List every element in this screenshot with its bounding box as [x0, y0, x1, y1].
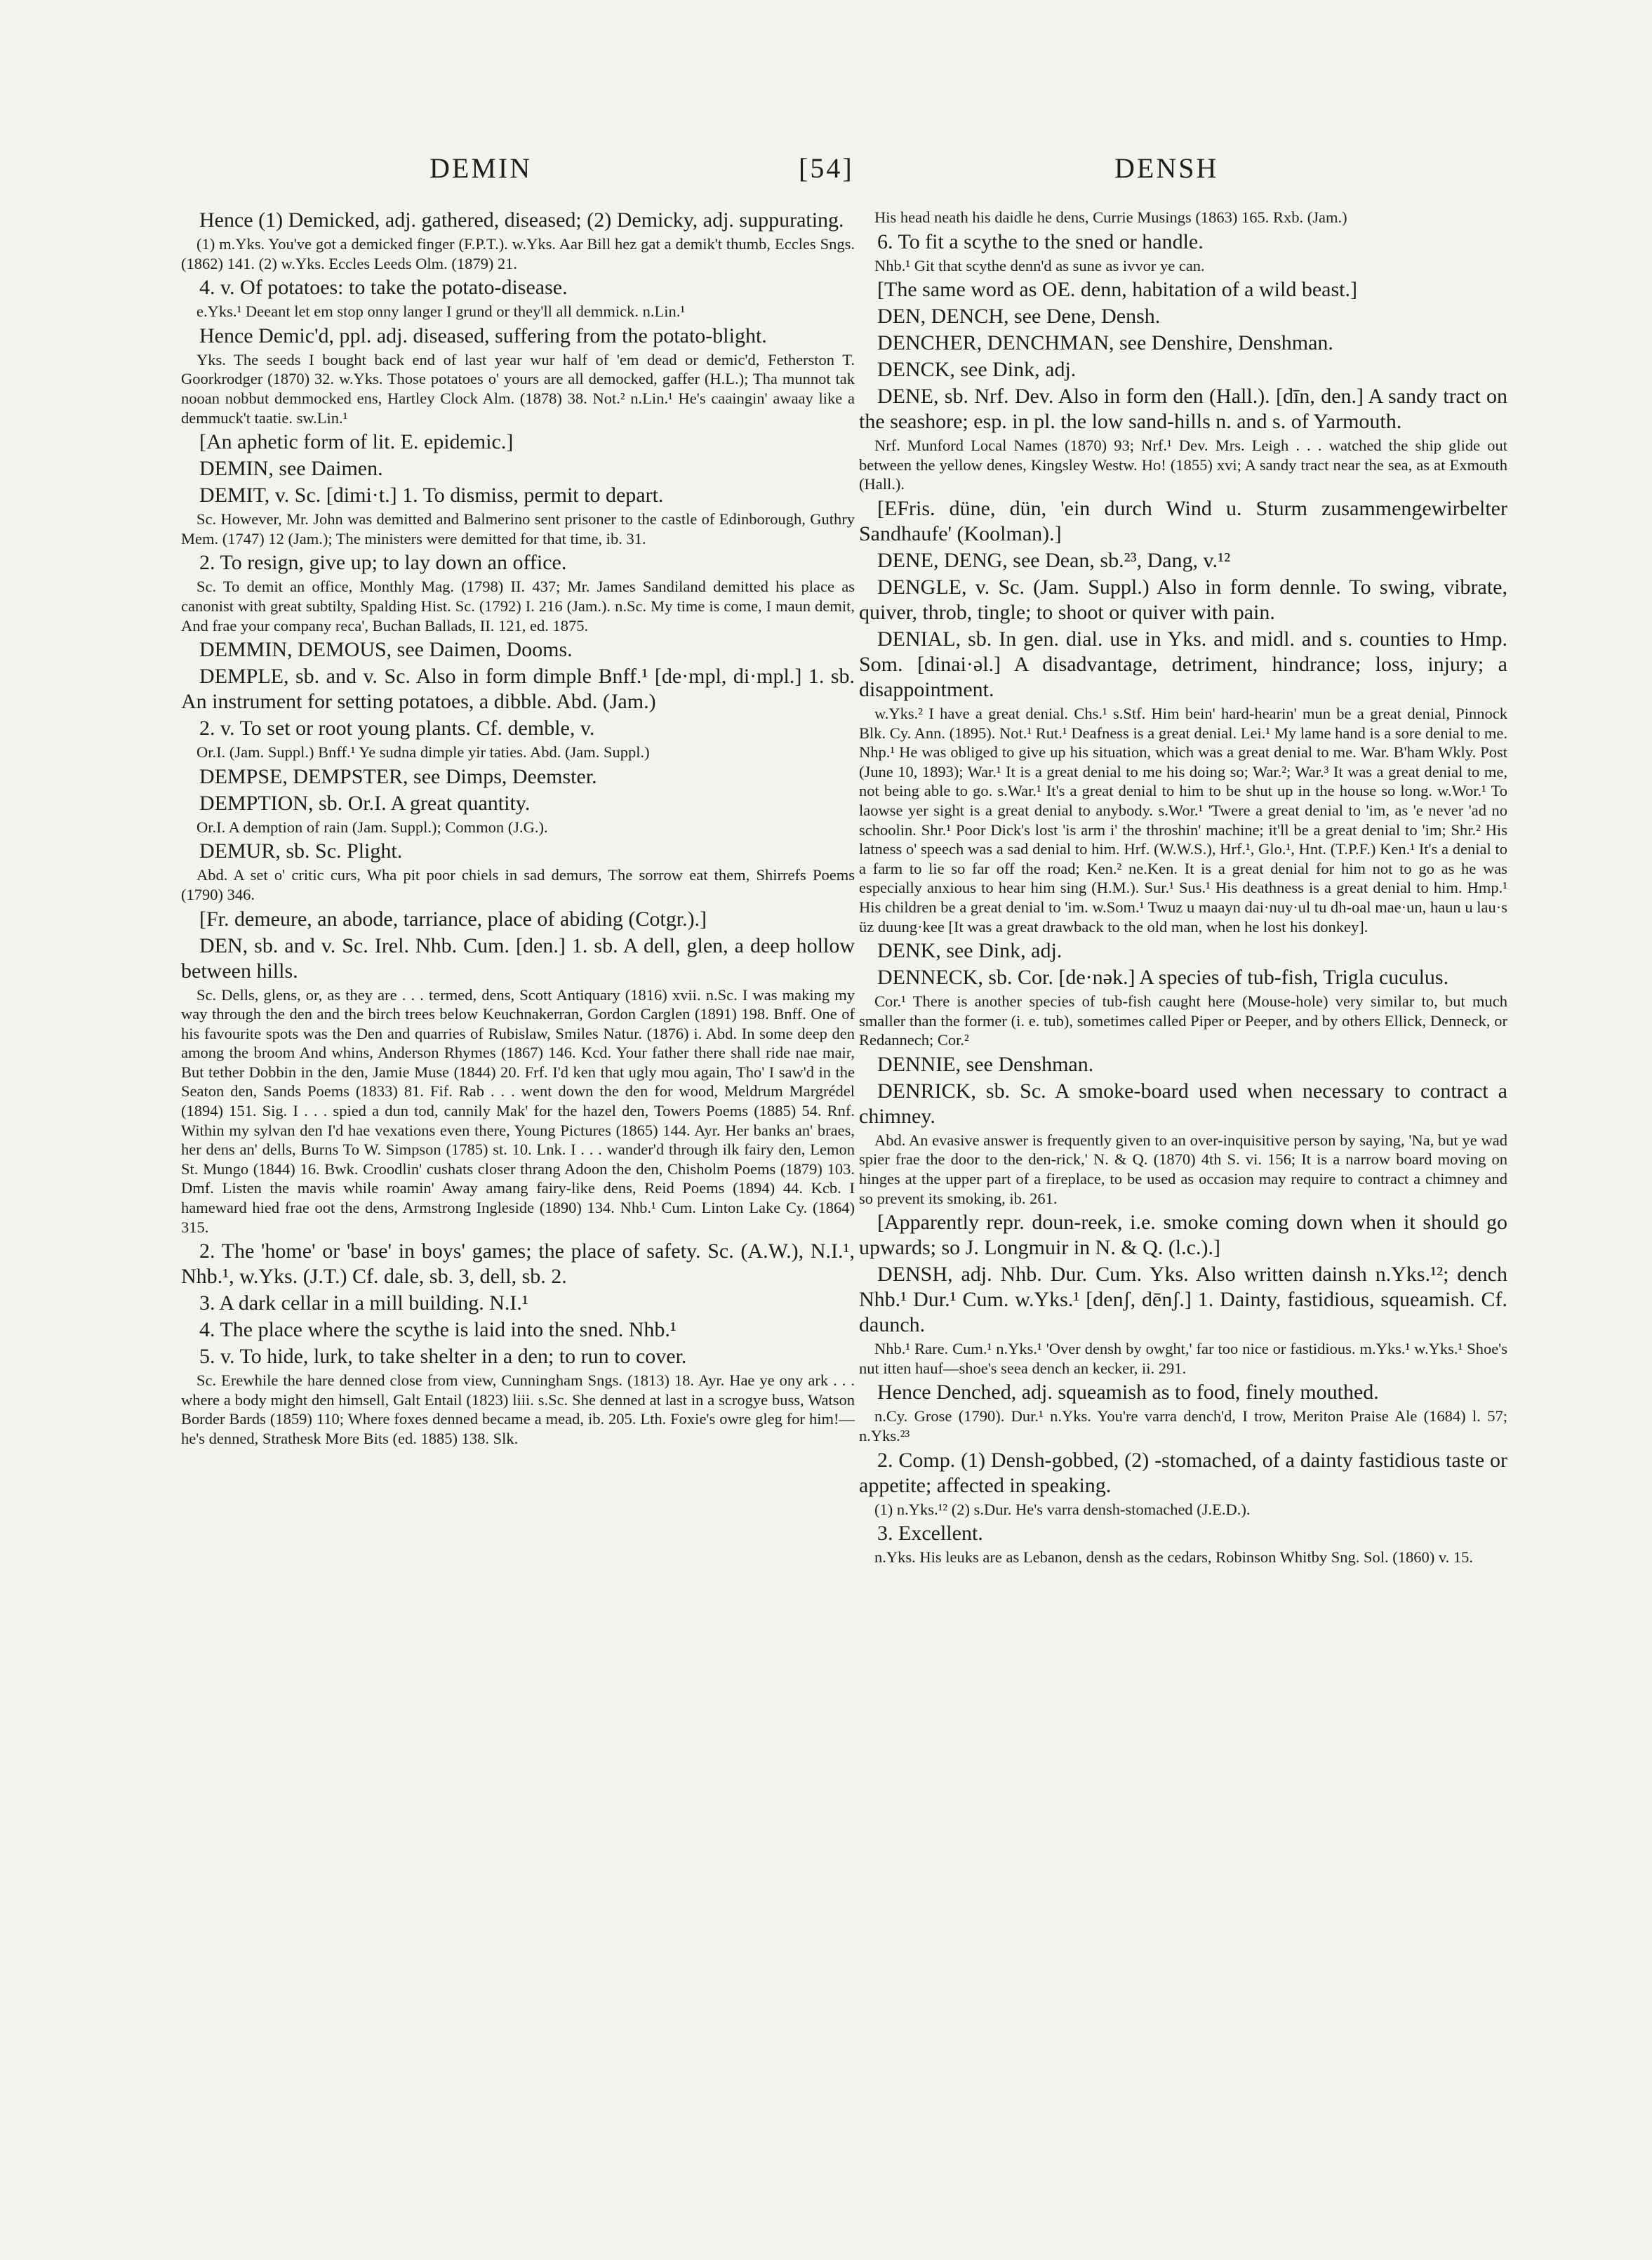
- right-column: [859, 208, 1507, 1569]
- entry-paragraph: DENNIE, see Denshman.: [877, 1052, 1094, 1076]
- entry-paragraph: DENSH, adj. Nhb. Dur. Cum. Yks. Also written dainsh n.Yks.¹²; dench Nhb.¹ Dur.¹ Cum. w.Yks.¹ [denʃ, dēnʃ.] 1. Dainty, fastidious, squeamish. Cf. daunch.: [859, 1263, 1507, 1337]
- left-column: [181, 208, 855, 1451]
- entry-paragraph: DENIAL, sb. In gen. dial. use in Yks. and midl. and s. counties to Hmp. Som. [dinai·əl.] A disadvantage, detriment, hindrance; loss, injury; a disappointment.: [859, 627, 1507, 701]
- quotation-paragraph: (1) n.Yks.¹² (2) s.Dur. He's varra densh-stomached (J.E.D.).: [874, 1500, 1251, 1518]
- entry-paragraph: DEMUR, sb. Sc. Plight.: [199, 839, 403, 863]
- quotation-paragraph: Yks. The seeds I bought back end of last year wur half of 'em dead or demic'd, Fetherston T. Goorkrodger (1870) 32. w.Yks. Those potatoes o' yours are all democked, gaffer (H.L.); Tha munnot tak nooan nobbut demmocked ens, Hartley Clock Alm. (1878) 38. Not.² n.Lin.¹ He's caaingin' awaay like a demmuck't taatie. sw.Lin.¹: [181, 350, 855, 427]
- entry-paragraph: DEN, DENCH, see Dene, Densh.: [877, 305, 1161, 328]
- running-header: [0, 147, 1652, 190]
- quotation-paragraph: Sc. Dells, glens, or, as they are . . . termed, dens, Scott Antiquary (1816) xvii. n.Sc. I was making my way through the den and the birch trees below Keuchnakerran, Gordon Carglen (1891) 198. Bnff. One of his favourite spots was the Den and quarries of Rubislaw, Smiles Natur. (1876) i. Abd. In some deep den among the broom And whins, Anderson Rhymes (1867) 146. Kcd. Your father there shall ride nae mair, But tether Dobbin in the den, Jamie Muse (1844) 20. Frf. I'd ken that ugly mou again, Tho' I saw'd in the Seaton den, Sands Poems (1833) 81. Fif. Rab . . . went down the den for wood, Meldrum Margrédel (1894) 151. Sig. I . . . spied a dun tod, cannily Mak' for the hazel den, Towers Poems (1885) 54. Rnf. Within my sylvan den I'd hae vexations even there, Young Pictures (1865) 144. Ayr. Her banks an' braes, her dens an' dells, Burns To W. Simpson (1785) st. 10. Lnk. I . . . wander'd through ilk fairy den, Lemon St. Mungo (1844) 16. Bwk. Croodlin' cushats closer thrang Adoon the den, Chisholm Poems (1879) 103. Dmf. Listen the mavis while roamin' Away amang fairy-like dens, Reid Poems (1894) 44. Kcb. I hameward hied frae oot the dens, Armstrong Ingleside (1890) 134. Nhb.¹ Cum. Linton Lake Cy. (1864) 315.: [181, 985, 855, 1236]
- entry-paragraph: DENRICK, sb. Sc. A smoke-board used when necessary to contract a chimney.: [859, 1079, 1507, 1128]
- quotation-paragraph: Or.I. (Jam. Suppl.) Bnff.¹ Ye sudna dimple yir taties. Abd. (Jam. Suppl.): [196, 743, 650, 762]
- entry-paragraph: DENCK, see Dink, adj.: [877, 358, 1077, 382]
- quotation-paragraph: Nrf. Munford Local Names (1870) 93; Nrf.¹ Dev. Mrs. Leigh . . . watched the ship glide out between the yellow denes, Kingsley Westw. Ho! (1855) xvi; A sandy tract near the sea, as at Exmouth (Hall.).: [859, 437, 1507, 493]
- entry-paragraph: 3. A dark cellar in a mill building. N.I.¹: [199, 1291, 528, 1315]
- entry-paragraph: DEMIT, v. Sc. [dimi·t.] 1. To dismiss, permit to depart.: [199, 484, 664, 507]
- header-right-headword: DENSH: [1114, 152, 1219, 184]
- entry-paragraph: DEMPSE, DEMPSTER, see Dimps, Deemster.: [199, 764, 597, 788]
- entry-paragraph: [The same word as OE. denn, habitation of a wild beast.]: [877, 278, 1357, 302]
- entry-paragraph: Hence Denched, adj. squeamish as to food, finely mouthed.: [877, 1381, 1379, 1404]
- entry-paragraph: 5. v. To hide, lurk, to take shelter in a den; to run to cover.: [199, 1345, 687, 1369]
- quotation-paragraph: Sc. However, Mr. John was demitted and Balmerino sent prisoner to the castle of Edinborough, Guthry Mem. (1747) 12 (Jam.); The ministers were demitted for that time, ib. 31.: [181, 510, 855, 547]
- entry-paragraph: DEN, sb. and v. Sc. Irel. Nhb. Cum. [den.] 1. sb. A dell, glen, a deep hollow between hills.: [181, 933, 855, 983]
- quotation-paragraph: Nhb.¹ Rare. Cum.¹ n.Yks.¹ 'Over densh by owght,' far too nice or fastidious. m.Yks.¹ w.Yks.¹ Shoe's nut itten hauf—shoe's seea dench an kecker, ii. 291.: [859, 1340, 1507, 1377]
- entry-paragraph: DEMPTION, sb. Or.I. A great quantity.: [199, 791, 531, 815]
- entry-paragraph: 2. v. To set or root young plants. Cf. demble, v.: [199, 717, 595, 740]
- entry-paragraph: DENE, DENG, see Dean, sb.²³, Dang, v.¹²: [877, 548, 1231, 572]
- entry-paragraph: Hence (1) Demicked, adj. gathered, diseased; (2) Demicky, adj. suppurating.: [199, 208, 844, 232]
- entry-paragraph: Hence Demic'd, ppl. adj. diseased, suffering from the potato-blight.: [199, 324, 767, 347]
- quotation-paragraph: Nhb.¹ Git that scythe denn'd as sune as ivvor ye can.: [874, 256, 1205, 274]
- entry-paragraph: 3. Excellent.: [877, 1522, 983, 1546]
- page-number: [54]: [799, 152, 854, 184]
- quotation-paragraph: n.Yks. His leuks are as Lebanon, densh as the cedars, Robinson Whitby Sng. Sol. (1860) v. 15.: [874, 1548, 1474, 1567]
- entry-paragraph: 2. Comp. (1) Densh-gobbed, (2) -stomached, of a dainty fastidious taste or appetite; affected in speaking.: [859, 1448, 1507, 1497]
- quotation-paragraph: w.Yks.² I have a great denial. Chs.¹ s.Stf. Him bein' hard-hearin' mun be a great denial, Pinnock Blk. Cy. Ann. (1895). Not.¹ Rut.¹ Deafness is a great denial. Lei.¹ My lame hand is a sore denial to me. Nhp.¹ He was obliged to give up his situation, which was a great denial to me. War. B'ham Wkly. Post (June 10, 1893); War.¹ It is a great denial to me his doing so; War.²; War.³ It was a great denial to me, not being able to go. s.War.¹ It's a great denial to him to be shut up in the house so long. w.Wor.¹ To laowse yer sight is a great denial to anybody. s.Wor.¹ 'Twere a great denial to 'im, as 'e never 'ad no schoolin. Shr.¹ Poor Dick's lost 'is arm i' the throshin' machine; it'll be a great denial to 'im; Shr.² His latness o' speech was a sad denial to him. Hrf. (W.W.S.), Hrf.¹, Glo.¹, Hnt. (T.P.F.) Ken.¹ It's a denial to a farm to lie so far off the road; Ken.² ne.Ken. It is a great denial for him not to go as he was especially anxious to hear him sing (H.M.). Sur.¹ Sus.¹ His deathness is a great denial to him. Hmp.¹ His children be a great denial to 'im. w.Som.¹ Twuz u maayn dai·nuy·ul tu dh-oal mae·un, haun u lau·s üz duung·kee [It was a great drawback to the old man, when he lost his donkey].: [859, 704, 1507, 936]
- quotation-paragraph: Or.I. A demption of rain (Jam. Suppl.); Common (J.G.).: [196, 818, 548, 836]
- entry-paragraph: DEMPLE, sb. and v. Sc. Also in form dimple Bnff.¹ [de·mpl, di·mpl.] 1. sb. An instrument for setting potatoes, a dibble. Abd. (Jam.): [181, 665, 855, 714]
- entry-paragraph: DENNECK, sb. Cor. [de·nək.] A species of tub-fish, Trigla cuculus.: [877, 966, 1449, 990]
- entry-paragraph: DENGLE, v. Sc. (Jam. Suppl.) Also in form dennle. To swing, vibrate, quiver, throb, tingle; to shoot or quiver with pain.: [859, 575, 1507, 624]
- entry-paragraph: 2. To resign, give up; to lay down an office.: [199, 551, 567, 575]
- quotation-paragraph: (1) m.Yks. You've got a demicked finger (F.P.T.). w.Yks. Aar Bill hez gat a demik't thumb, Eccles Sngs. (1862) 141. (2) w.Yks. Eccles Leeds Olm. (1879) 21.: [181, 235, 855, 272]
- entry-paragraph: 4. v. Of potatoes: to take the potato-disease.: [199, 276, 568, 300]
- quotation-paragraph: Abd. An evasive answer is frequently given to an over-inquisitive person by saying, 'Na, but ye wad spier frae the door to the den-rick,' N. & Q. (1870) 4th S. vi. 156; It is a narrow board moving on hinges at the upper part of a fireplace, to be used as occasion may require to contract a chimney and so prevent its smoking, ib. 261.: [859, 1131, 1507, 1207]
- entry-paragraph: DEMMIN, DEMOUS, see Daimen, Dooms.: [199, 638, 573, 662]
- entry-paragraph: DEMIN, see Daimen.: [199, 457, 383, 481]
- quotation-paragraph: His head neath his daidle he dens, Currie Musings (1863) 165. Rxb. (Jam.): [874, 208, 1347, 226]
- entry-paragraph: DENK, see Dink, adj.: [877, 939, 1063, 963]
- entry-paragraph: 2. The 'home' or 'base' in boys' games; the place of safety. Sc. (A.W.), N.I.¹, Nhb.¹, w.Yks. (J.T.) Cf. dale, sb. 3, dell, sb. 2.: [181, 1239, 855, 1289]
- entry-paragraph: 4. The place where the scythe is laid into the sned. Nhb.¹: [199, 1318, 677, 1342]
- entry-paragraph: [EFris. düne, dün, 'ein durch Wind u. Sturm zusammengewirbelter Sandhaufe' (Koolman).]: [859, 496, 1507, 545]
- entry-paragraph: [Fr. demeure, an abode, tarriance, place of abiding (Cotgr.).]: [199, 907, 707, 931]
- quotation-paragraph: Sc. To demit an office, Monthly Mag. (1798) II. 437; Mr. James Sandiland demitted his place as canonist with great subtilty, Spalding Hist. Sc. (1792) I. 216 (Jam.). n.Sc. My time is come, I maun demit, And frae your company reca', Buchan Ballads, II. 121, ed. 1875.: [181, 578, 855, 634]
- header-left-headword: DEMIN: [429, 152, 533, 184]
- entry-paragraph: DENCHER, DENCHMAN, see Denshire, Denshman.: [877, 331, 1333, 355]
- entry-paragraph: 6. To fit a scythe to the sned or handle.: [877, 230, 1204, 253]
- quotation-paragraph: Abd. A set o' critic curs, Wha pit poor chiels in sad demurs, The sorrow eat them, Shirrefs Poems (1790) 346.: [181, 866, 855, 903]
- quotation-paragraph: Cor.¹ There is another species of tub-fish caught here (Mouse-hole) very similar to, but much smaller than the former (i. e. tub), sometimes called Piper or Peeper, and by others Ellick, Denneck, or Redannech; Cor.²: [859, 992, 1507, 1049]
- quotation-paragraph: n.Cy. Grose (1790). Dur.¹ n.Yks. You're varra dench'd, I trow, Meriton Praise Ale (1684) l. 57; n.Yks.²³: [859, 1407, 1507, 1445]
- entry-paragraph: [An aphetic form of lit. E. epidemic.]: [199, 430, 514, 454]
- entry-paragraph: [Apparently repr. doun-reek, i.e. smoke coming down when it should go upwards; so J. Longmuir in N. & Q. (l.c.).]: [859, 1211, 1507, 1260]
- entry-paragraph: DENE, sb. Nrf. Dev. Also in form den (Hall.). [dīn, den.] A sandy tract on the seashore; esp. in pl. the low sand-hills n. and s. of Yarmouth.: [859, 385, 1507, 434]
- quotation-paragraph: Sc. Erewhile the hare denned close from view, Cunningham Sngs. (1813) 18. Ayr. Hae ye ony ark . . . where a body might den himsell, Galt Entail (1823) liii. s.Sc. She denned at last in a scrogye buss, Watson Border Bards (1859) 110; Where foxes denned became a mead, ib. 205. Lth. Foxie's owre gleg for him!—he's denned, Strathesk More Bits (ed. 1885) 138. Slk.: [181, 1371, 855, 1447]
- quotation-paragraph: e.Yks.¹ Deeant let em stop onny langer I grund or they'll all demmick. n.Lin.¹: [196, 303, 686, 321]
